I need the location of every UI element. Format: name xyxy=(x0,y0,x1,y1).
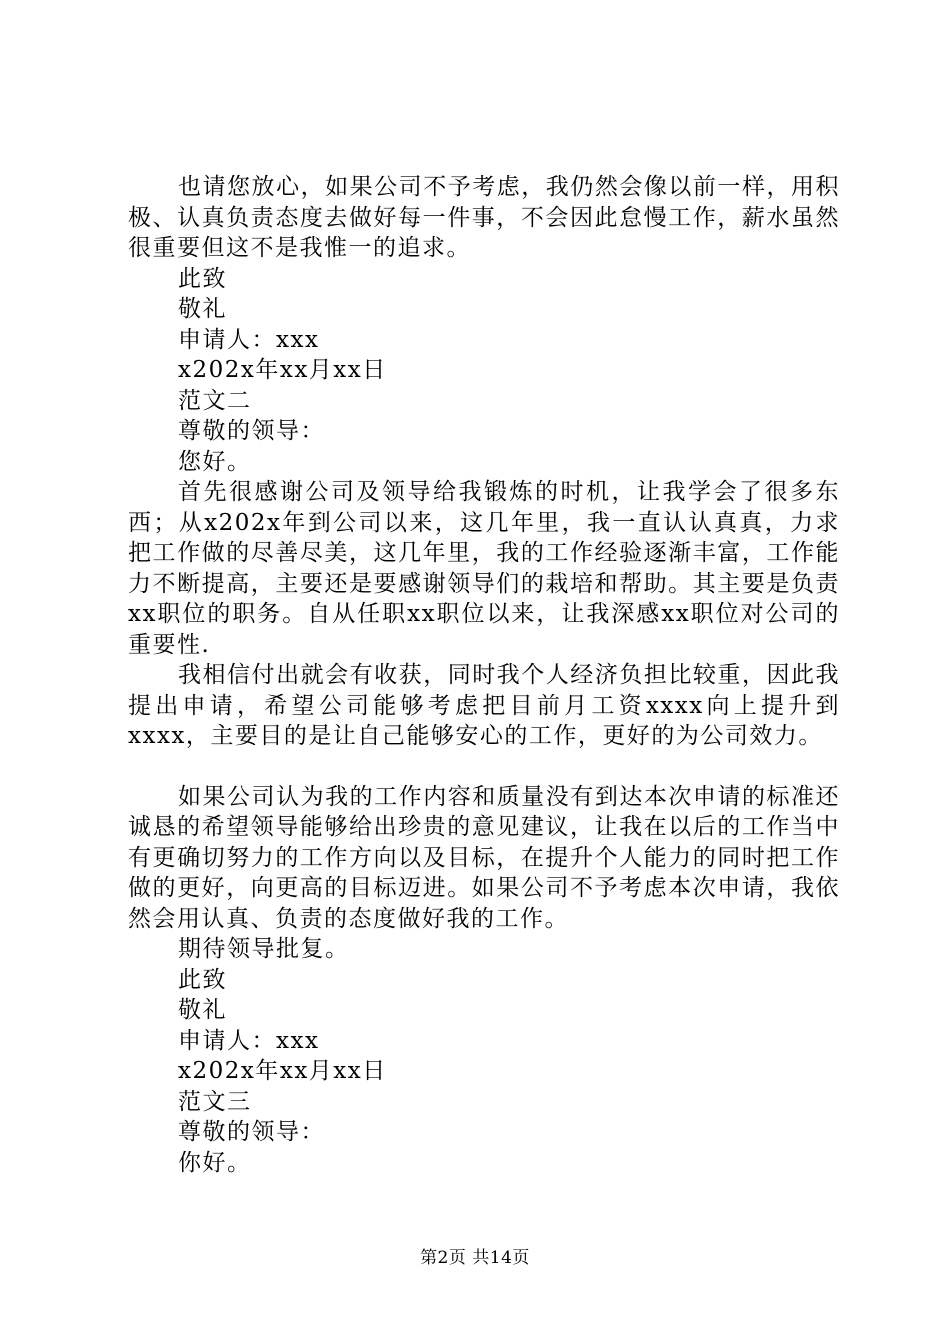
applicant-line: 申请人：xxx xyxy=(178,1027,320,1054)
paragraph-request: 我相信付出就会有收获，同时我个人经济负担比较重，因此我提出申请，希望公司能够考虑把目前月工资xxxx向上提升到xxxx，主要目的是让自己能够安心的工作，更好的为公司效力。 xyxy=(128,662,840,749)
section-heading-sample-three: 范文三 xyxy=(178,1088,252,1115)
paragraph-gap xyxy=(128,752,840,782)
section-heading-sample-two: 范文二 xyxy=(178,387,252,414)
document-body xyxy=(128,172,840,1178)
greeting-addressee: 尊敬的领导： xyxy=(178,418,325,444)
paragraph-reassurance: 也请您放心，如果公司不予考虑，我仍然会像以前一样，用积极、认真负责态度去做好每一件事，不会因此怠慢工作，薪水虽然很重要但这不是我惟一的追求。 xyxy=(128,174,840,261)
greeting-addressee: 尊敬的领导： xyxy=(178,1119,325,1145)
date-line: x202x年xx月xx日 xyxy=(178,357,387,383)
closing-regards: 敬礼 xyxy=(178,296,227,322)
closing-salutation: 此致 xyxy=(178,966,227,993)
paragraph-feedback: 如果公司认为我的工作内容和质量没有到达本次申请的标准还诚恳的希望领导能够给出珍贵的意见建议，让我在以后的工作当中有更确切努力的工作方向以及目标，在提升个人能力的同时把工作做的更好，向更高的目标迈进。如果公司不予考虑本次申请，我依然会用认真、负责的态度做好我的工作。 xyxy=(128,783,840,932)
closing-regards: 敬礼 xyxy=(178,997,227,1023)
paragraph-gratitude: 首先很感谢公司及领导给我锻炼的时机，让我学会了很多东西；从x202x年到公司以来，这几年里，我一直认认真真，力求把工作做的尽善尽美，这几年里，我的工作经验逐渐丰富，工作能力不断提高，主要还是要感谢领导们的栽培和帮助。其主要是负责xx职位的职务。自从任职xx职位以来，让我深感xx职位对公司的重要性. xyxy=(128,479,840,658)
closing-salutation: 此致 xyxy=(178,265,227,292)
applicant-line: 申请人：xxx xyxy=(178,326,320,353)
greeting-hello: 您好。 xyxy=(178,448,252,475)
date-line: x202x年xx月xx日 xyxy=(178,1058,387,1084)
awaiting-reply-line: 期待领导批复。 xyxy=(178,936,350,962)
greeting-hello: 你好。 xyxy=(178,1149,252,1176)
page-footer: 第2页 共14页 xyxy=(420,1248,530,1268)
